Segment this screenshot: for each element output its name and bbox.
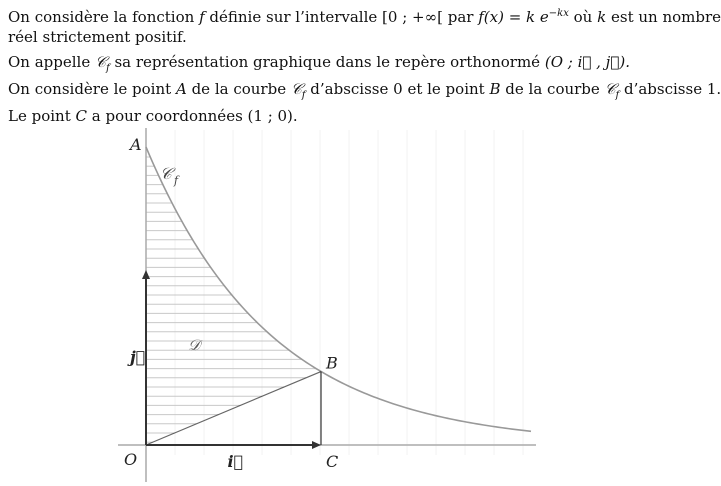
paragraph-1 [8, 4, 721, 27]
problem-statement [8, 4, 721, 126]
label-curve: 𝒞 [160, 164, 172, 183]
text: d’abscisse 1. [623, 80, 721, 98]
math-curve: 𝒞 [95, 53, 106, 71]
math-curve: 𝒞 [290, 80, 302, 98]
figure [118, 125, 548, 482]
paragraph-4 [8, 106, 663, 126]
text: On appelle [8, 53, 91, 71]
text: définie sur l’intervalle [0 ; +∞[ par [209, 8, 474, 26]
text: sa représentation graphique dans le repère orthonormé [114, 53, 541, 71]
label-curve-sub: f [174, 174, 179, 187]
label-i: i⃗ [227, 452, 244, 471]
label-j: j⃗ [130, 347, 146, 367]
label-o: O [124, 450, 138, 469]
math-exponent: −kx [548, 8, 569, 19]
figure-background [118, 125, 548, 482]
math-fx: f(x) = k e [478, 8, 549, 26]
label-domain: 𝒟 [188, 336, 200, 354]
curve-figure [118, 125, 548, 482]
math-sub: f [301, 90, 306, 101]
text: réel strictement positif. [8, 28, 187, 46]
text: a pour coordonnées (1 ; 0). [91, 107, 298, 125]
math-A: A [175, 80, 187, 98]
math-B: B [489, 80, 501, 98]
math-k: k [597, 8, 607, 26]
paragraph-1-cont [8, 27, 663, 47]
math-f: f [199, 8, 205, 26]
text: d’abscisse 0 et le point [310, 80, 485, 98]
paragraph-3 [8, 79, 721, 106]
text: On considère la fonction [8, 8, 195, 26]
text: de la courbe [191, 80, 287, 98]
math-frame: (O ; i⃗ , j⃗). [544, 53, 630, 71]
text: où [573, 8, 593, 26]
text: On considère le point [8, 80, 172, 98]
math-sub: f [105, 63, 110, 74]
text: est un nombre [611, 8, 721, 26]
math-curve: 𝒞 [604, 80, 616, 98]
text: de la courbe [505, 80, 600, 98]
label-b: B [326, 353, 338, 373]
label-a: A [130, 135, 142, 154]
math-sub: f [615, 90, 620, 101]
text: Le point [8, 107, 71, 125]
math-C: C [75, 107, 87, 125]
paragraph-2 [8, 52, 663, 79]
label-c: C [326, 452, 339, 471]
